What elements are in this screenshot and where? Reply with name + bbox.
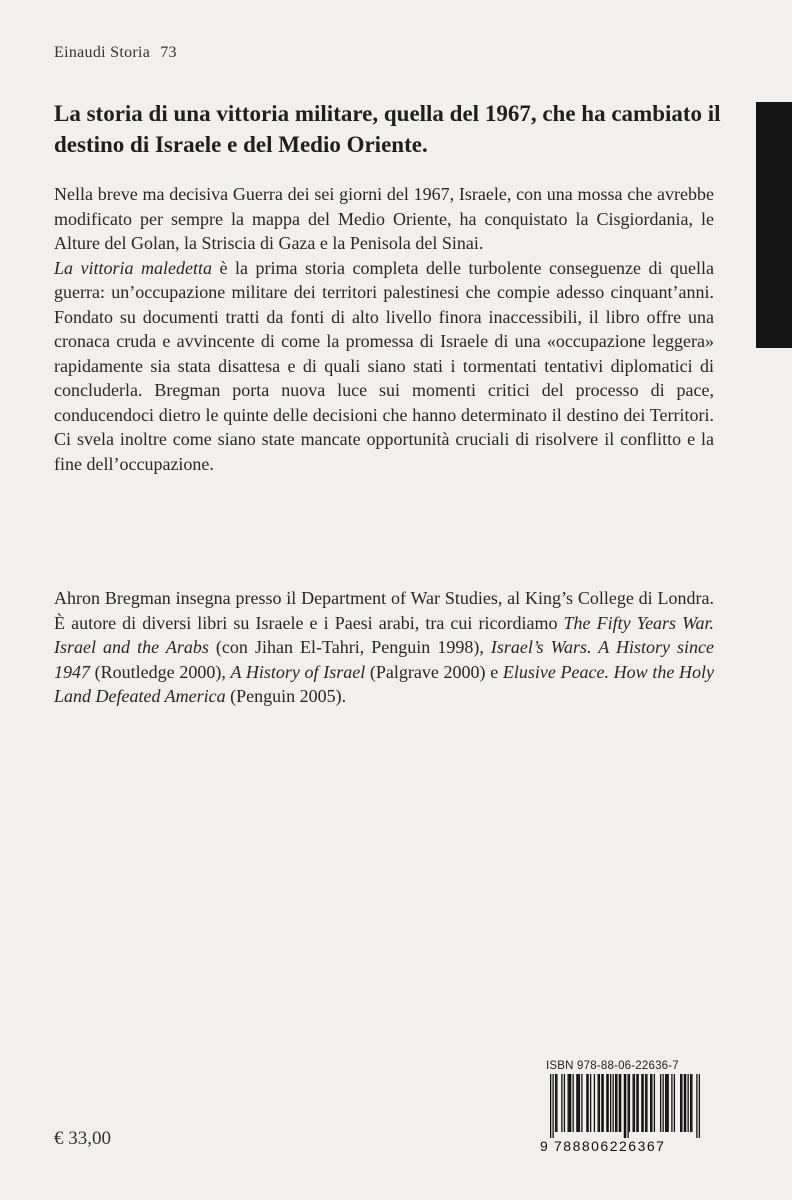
barcode-bar: [613, 1074, 614, 1132]
bio-book-4: Elusive Peace. How the Holy Land Defeated America: [54, 661, 715, 706]
barcode-bar: [696, 1074, 697, 1138]
author-bio-paragraph: [54, 586, 714, 709]
headline: La storia di una vittoria militare, quella del 1967, che ha cambiato il destino di Israele e del Medio Oriente.: [54, 101, 721, 157]
blurb-paragraph-2-text: è la prima storia completa delle turbolente conseguenze di quella guerra: un’occupazione militare dei territori palestinesi che compie adesso cinquant’anni. Fondato su documenti tratti da fonti di alto livello finora inaccessibili, il libro offre una cronaca cruda e avvincente di come la promessa di Israele di una «occupazione leggera» rapidamente sia stata disattesa e di quali siano stati i tormentati tentativi diplomatici di concluderla. Bregman porta nuova luce sui momenti critici del processo di pace, conducendoci dietro le quinte delle decisioni che hanno determinato il destino dei Territori. Ci svela inoltre come siano state mancate opportunità cruciali di risolvere il conflitto e la fine dell’occupazione.: [54, 257, 714, 474]
barcode-bar: [581, 1074, 582, 1132]
barcode-bar: [663, 1074, 664, 1132]
book-title: La vittoria maledetta: [54, 257, 213, 278]
barcode: [540, 1074, 700, 1138]
barcode-bar: [671, 1074, 672, 1132]
bio-intro: Ahron Bregman insegna presso il Department of War Studies, al King’s College di Londra. È autore di diversi libri su Israele e i Paesi arabi, tra cui ricordiamo: [54, 588, 714, 633]
barcode-bar: [616, 1074, 617, 1132]
barcode-first-digit: 9: [540, 1138, 549, 1154]
barcode-bar: [685, 1074, 686, 1132]
barcode-bar: [573, 1074, 574, 1132]
barcode-bar: [603, 1074, 604, 1132]
barcode-bar: [681, 1074, 682, 1132]
barcode-bar: [555, 1074, 556, 1132]
author-bio: [54, 586, 714, 709]
barcode-bar: [634, 1074, 635, 1132]
barcode-bar: [668, 1074, 669, 1132]
barcode-bar: [699, 1074, 700, 1138]
series-line: [54, 44, 177, 62]
blurb-paragraph-2: [54, 256, 714, 477]
barcode-bar: [650, 1074, 651, 1132]
bio-book-2: Israel’s Wars. A History since 1947: [54, 637, 715, 682]
barcode-bar: [568, 1074, 569, 1132]
barcode-bar: [598, 1074, 599, 1132]
barcode-bar: [646, 1074, 647, 1132]
barcode-bar: [599, 1074, 600, 1132]
barcode-bar: [680, 1074, 681, 1132]
barcode-digit-groups: 788806226367: [554, 1138, 666, 1154]
blurb: [54, 182, 714, 476]
barcode-bar: [588, 1074, 589, 1132]
barcode-bar: [569, 1074, 570, 1132]
bio-book-3-note: (Palgrave 2000) e: [365, 661, 503, 682]
barcode-bar: [615, 1074, 616, 1132]
barcode-bar: [561, 1074, 562, 1132]
barcode-bar: [550, 1074, 551, 1138]
barcode-bar: [624, 1074, 625, 1138]
blurb-paragraph-1: Nella breve ma decisiva Guerra dei sei giorni del 1967, Israele, con una mossa che avrebbe modificato per sempre la mappa del Medio Oriente, ha conquistato la Cisgiordania, le Alture del Golan, la Striscia di Gaza e la Penisola del Sinai.: [54, 184, 714, 253]
isbn-label: ISBN 978-88-06-22636-7: [546, 1060, 679, 1072]
barcode-bar: [651, 1074, 652, 1132]
barcode-bar: [564, 1074, 565, 1132]
barcode-bar: [579, 1074, 580, 1132]
series-name: Einaudi Storia: [54, 44, 151, 61]
barcode-bar: [576, 1074, 577, 1132]
barcode-bar: [636, 1074, 637, 1132]
isbn-barcode-block: [540, 1060, 700, 1160]
barcode-bar: [556, 1074, 557, 1132]
barcode-bar: [610, 1074, 611, 1132]
barcode-bar: [608, 1074, 609, 1132]
barcode-bar: [628, 1074, 629, 1138]
barcode-bar: [645, 1074, 646, 1132]
barcode-bar: [641, 1074, 642, 1132]
barcode-bar: [660, 1074, 661, 1132]
barcode-bar: [654, 1074, 655, 1132]
barcode-bar: [674, 1074, 675, 1132]
barcode-bar: [629, 1074, 630, 1132]
barcode-bar: [684, 1074, 685, 1132]
bio-book-4-note: (Penguin 2005).: [225, 686, 347, 706]
barcode-bar: [594, 1074, 595, 1132]
barcode-bar: [633, 1074, 634, 1132]
barcode-bar: [590, 1074, 591, 1132]
series-number: 73: [160, 44, 177, 61]
barcode-bar: [688, 1074, 689, 1132]
barcode-bar: [691, 1074, 692, 1132]
barcode-bar: [578, 1074, 579, 1132]
barcode-bar: [570, 1074, 571, 1132]
bio-book-1: The Fifty Years War. Israel and the Arabs: [54, 612, 715, 657]
barcode-bar: [643, 1074, 644, 1132]
barcode-bar: [586, 1074, 587, 1132]
price-label: € 33,00: [54, 1128, 111, 1149]
barcode-bar: [625, 1074, 626, 1138]
barcode-bar: [606, 1074, 607, 1132]
barcode-bar: [665, 1074, 666, 1132]
bio-book-3: A History of Israel: [230, 661, 366, 682]
barcode-bar: [638, 1074, 639, 1132]
bio-book-1-note: (con Jihan El-Tahri, Penguin 1998),: [208, 637, 491, 657]
barcode-bar: [620, 1074, 621, 1132]
barcode-bar: [553, 1074, 554, 1138]
barcode-bar: [690, 1074, 691, 1132]
spine-edge-bar: [756, 102, 792, 348]
barcode-bar: [601, 1074, 602, 1132]
barcode-bar: [619, 1074, 620, 1132]
bio-book-2-note: (Routledge 2000),: [90, 661, 231, 682]
barcode-bar: [666, 1074, 667, 1132]
